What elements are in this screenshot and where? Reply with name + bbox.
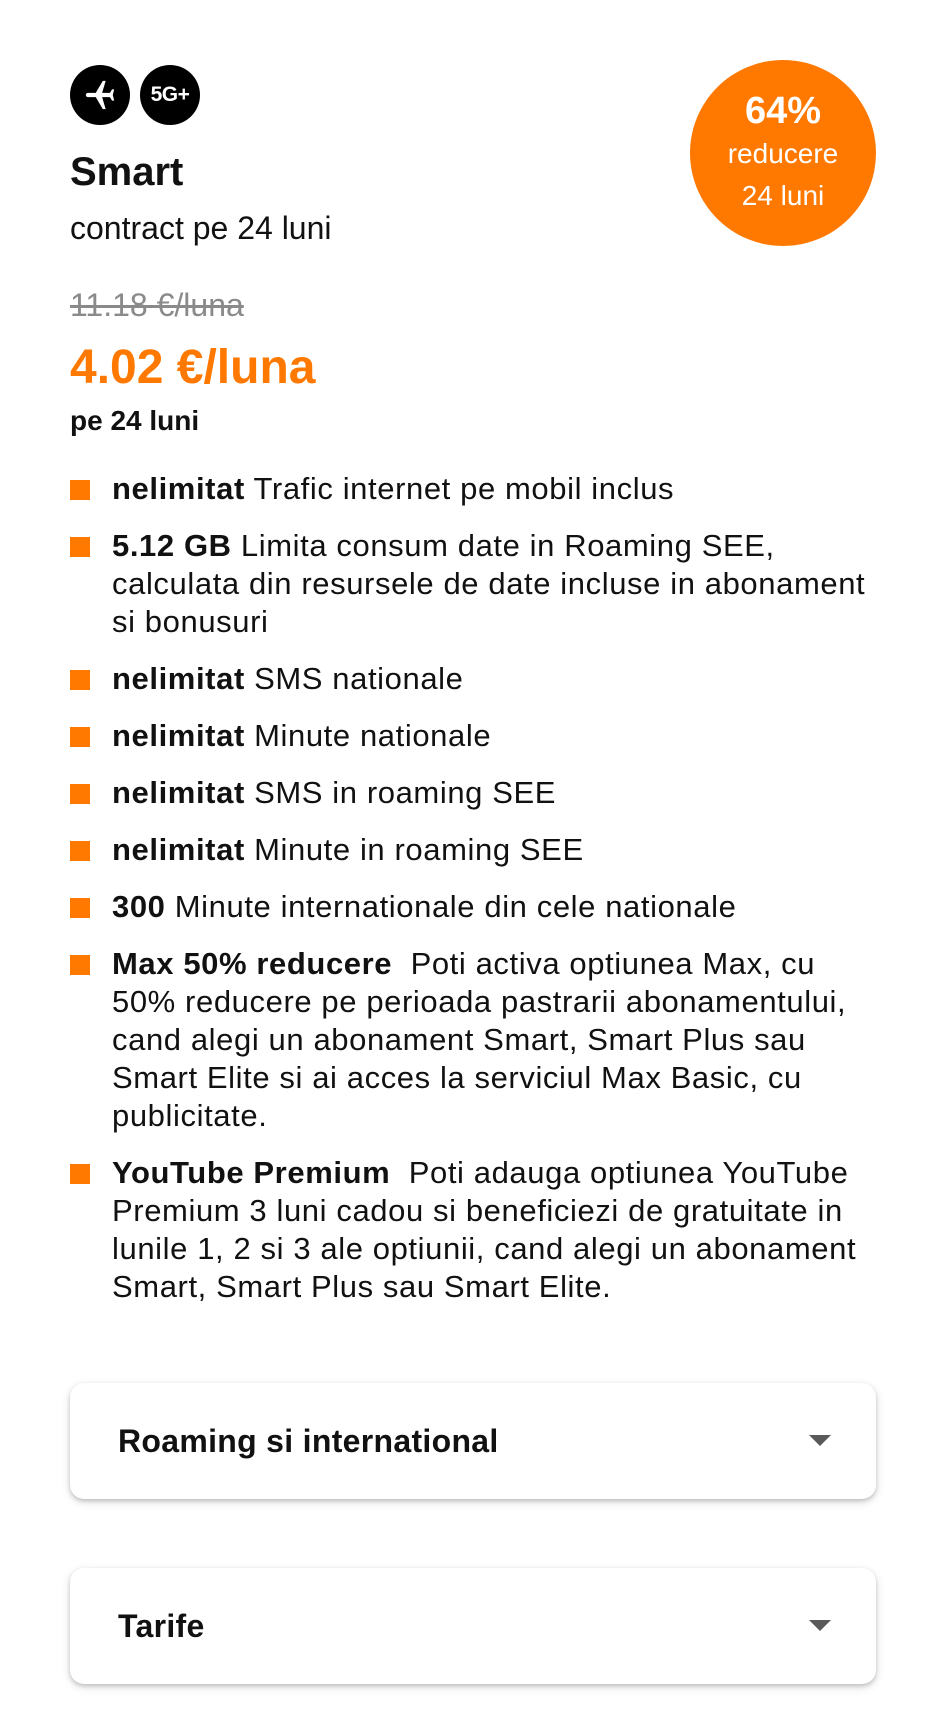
feature-text: Trafic internet pe mobil inclus xyxy=(244,471,675,506)
feature-item xyxy=(70,774,880,812)
chevron-down-icon[interactable] xyxy=(808,1619,832,1633)
feature-text: SMS in roaming SEE xyxy=(244,775,557,810)
features-list xyxy=(70,470,880,1325)
feature-value: Max 50% reducere xyxy=(112,946,393,981)
feature-item xyxy=(70,470,880,508)
feature-item xyxy=(70,888,880,926)
bullet-square-icon xyxy=(70,537,90,557)
feature-text: Minute nationale xyxy=(244,718,492,753)
accordion-label: Tarife xyxy=(118,1607,205,1644)
price-period: pe 24 luni xyxy=(70,405,200,436)
5g-plus-icon xyxy=(140,65,200,125)
bullet-square-icon xyxy=(70,727,90,747)
feature-item xyxy=(70,660,880,698)
bullet-square-icon xyxy=(70,1164,90,1184)
bullet-square-icon xyxy=(70,841,90,861)
accordion-tarife[interactable] xyxy=(70,1568,876,1684)
feature-item xyxy=(70,1154,880,1306)
feature-item xyxy=(70,831,880,869)
feature-value: nelimitat xyxy=(112,471,245,506)
feature-value: YouTube Premium xyxy=(112,1155,391,1190)
feature-value: nelimitat xyxy=(112,718,245,753)
feature-value: 300 xyxy=(112,889,166,924)
5g-plus-label: 5G+ xyxy=(150,83,190,106)
feature-text: SMS nationale xyxy=(244,661,464,696)
discount-percent: 64% xyxy=(744,90,822,132)
feature-text: Minute internationale din cele nationale xyxy=(165,889,737,924)
current-price: 4.02 €/luna xyxy=(70,341,316,394)
discount-duration: 24 luni xyxy=(741,180,825,211)
feature-value: 5.12 GB xyxy=(112,528,232,563)
airplane-icon xyxy=(70,65,130,125)
feature-item xyxy=(70,945,880,1135)
accordion-label: Roaming si international xyxy=(118,1422,499,1459)
plan-feature-icons xyxy=(70,65,200,125)
feature-text: Limita consum date in Roaming SEE, calculata din resursele de date incluse in abonament si bonusuri xyxy=(112,528,866,639)
feature-text: Minute in roaming SEE xyxy=(244,832,584,867)
feature-item xyxy=(70,527,880,641)
feature-item xyxy=(70,717,880,755)
feature-text: Poti activa optiunea Max, cu 50% reducere pe perioada pastrarii abonamentului, cand alegi un abonament Smart, Smart Plus sau Smart Elite si ai acces la serviciul Max Basic, cu publicitate. xyxy=(112,946,856,1133)
bullet-square-icon xyxy=(70,955,90,975)
chevron-down-icon[interactable] xyxy=(808,1434,832,1448)
feature-text: Poti adauga optiunea YouTube Premium 3 luni cadou si beneficiezi de gratuitate in lunile 1, 2 si 3 ale optiunii, cand alegi un abonament Smart, Smart Plus sau Smart Elite. xyxy=(112,1155,866,1304)
feature-value: nelimitat xyxy=(112,832,245,867)
bullet-square-icon xyxy=(70,784,90,804)
old-price: 11.18 €/luna xyxy=(70,287,244,323)
discount-badge xyxy=(690,60,876,246)
bullet-square-icon xyxy=(70,670,90,690)
feature-value: nelimitat xyxy=(112,775,245,810)
contract-duration: contract pe 24 luni xyxy=(70,210,332,246)
bullet-square-icon xyxy=(70,480,90,500)
accordion-roaming-international[interactable] xyxy=(70,1383,876,1499)
discount-label: reducere xyxy=(727,138,839,169)
bullet-square-icon xyxy=(70,898,90,918)
plan-title: Smart xyxy=(70,150,184,194)
feature-value: nelimitat xyxy=(112,661,245,696)
